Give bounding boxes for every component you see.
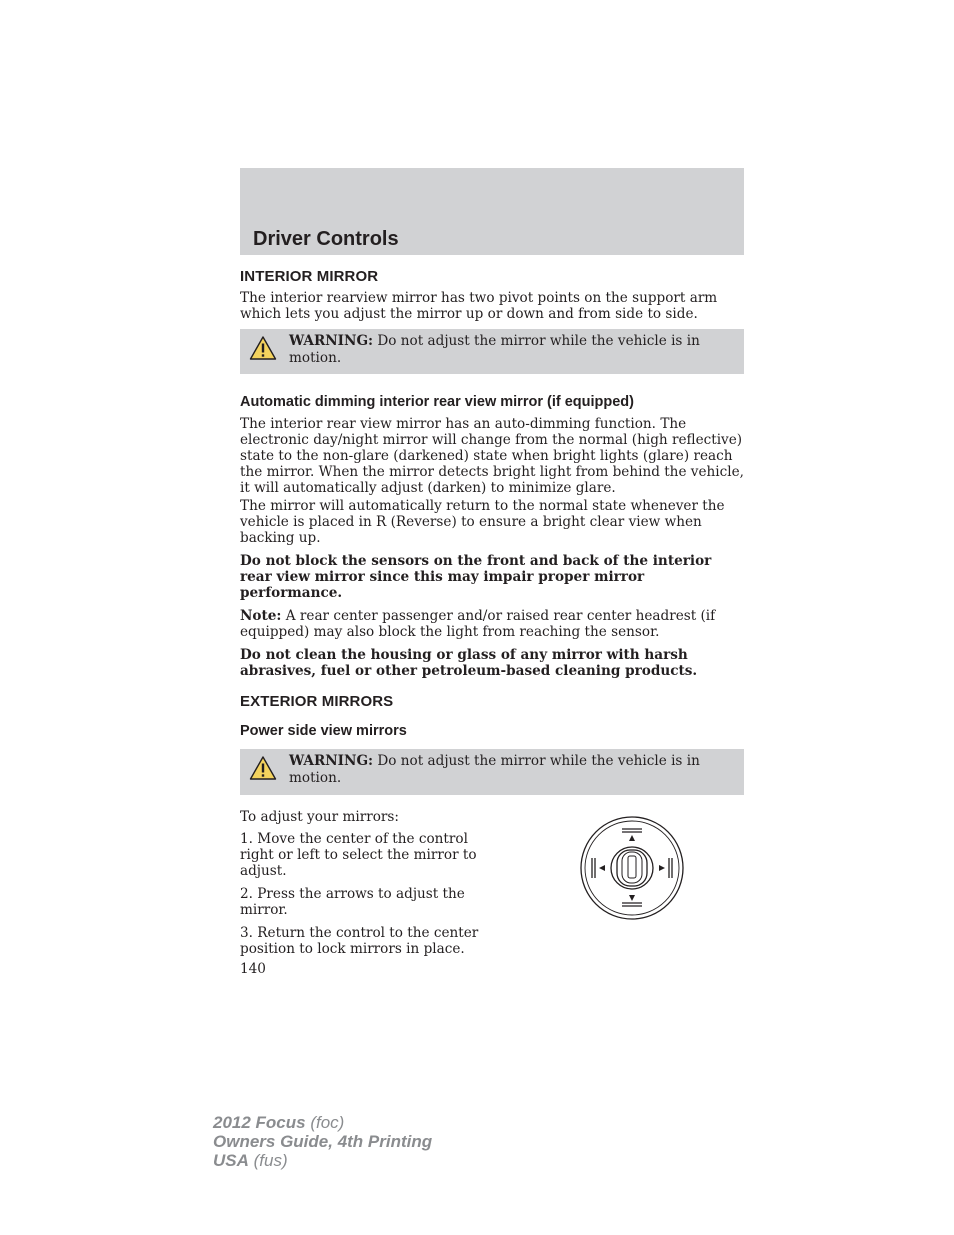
step-3: 3. Return the control to the center position to lock mirrors in place.	[240, 925, 479, 957]
warning-label: WARNING:	[289, 333, 374, 349]
auto-dim-paragraph-2: The mirror will automatically return to the normal state whenever the vehicle is placed in R (Reverse) to ensure a bright clear view when backing up.	[240, 498, 725, 546]
footer-line-2	[213, 1132, 432, 1151]
section-title: Driver Controls	[253, 228, 399, 250]
warning-triangle-icon	[249, 335, 277, 361]
cleaning-caution: Do not clean the housing or glass of any mirror with harsh abrasives, fuel or other petroleum-based cleaning products.	[240, 647, 698, 679]
footer	[213, 1113, 432, 1170]
auto-dim-heading: Automatic dimming interior rear view mirror (if equipped)	[240, 394, 634, 410]
note-text: A rear center passenger and/or raised rear center headrest (if equipped) may also block the light from reaching the sensor.	[240, 608, 716, 640]
warning-box-exterior	[240, 749, 744, 795]
warning-body: Do not adjust the mirror while the vehicle is in motion.	[289, 333, 700, 366]
warning-box-interior	[240, 329, 744, 374]
footer-model-code: (foc)	[305, 1113, 345, 1132]
interior-mirror-intro: The interior rearview mirror has two pivot points on the support arm which lets you adjust the mirror up or down and from side to side.	[240, 290, 718, 322]
warning-label: WARNING:	[289, 753, 374, 769]
note-label: Note:	[240, 608, 282, 624]
step-2: 2. Press the arrows to adjust the mirror.	[240, 886, 465, 918]
footer-guide: Owners Guide, 4th Printing	[213, 1132, 433, 1151]
warning-body: Do not adjust the mirror while the vehicle is in motion.	[289, 753, 700, 786]
power-side-view-heading: Power side view mirrors	[240, 723, 407, 739]
adjust-intro: To adjust your mirrors:	[240, 809, 399, 825]
auto-dim-paragraph-1: The interior rear view mirror has an auto-dimming function. The electronic day/night mirror will change from the normal (high reflective) state to the non-glare (darkened) state when bright lights (glare) reach the mirror. When the mirror detects bright light from behind the vehicle, it will automatically adjust (darken) to minimize glare.	[240, 416, 744, 496]
mirror-control-icon	[578, 814, 686, 922]
auto-dim-sensor-caution: Do not block the sensors on the front and back of the interior rear view mirror since this may impair proper mirror performance.	[240, 553, 712, 601]
interior-mirror-heading: INTERIOR MIRROR	[240, 268, 379, 285]
auto-dim-note	[240, 608, 744, 640]
warning-triangle-icon	[249, 755, 277, 781]
page-number: 140	[240, 961, 266, 977]
footer-line-3	[213, 1151, 432, 1170]
step-1: 1. Move the center of the control right or left to select the mirror to adjust.	[240, 831, 477, 879]
warning-text-interior	[289, 333, 729, 367]
exterior-mirrors-heading: EXTERIOR MIRRORS	[240, 693, 394, 710]
footer-line-1	[213, 1113, 432, 1132]
footer-market: USA	[213, 1151, 249, 1170]
footer-model: 2012 Focus	[213, 1113, 306, 1132]
footer-market-code: (fus)	[248, 1151, 288, 1170]
warning-text-exterior	[289, 753, 729, 787]
